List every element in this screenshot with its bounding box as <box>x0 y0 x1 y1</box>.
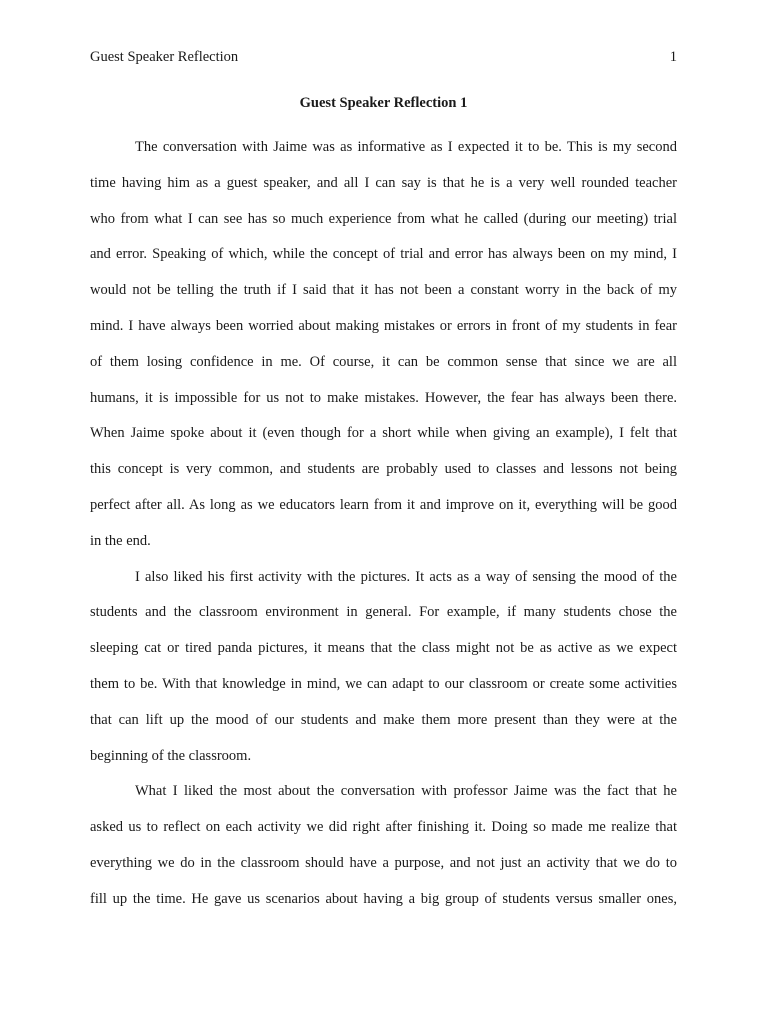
document-title: Guest Speaker Reflection 1 <box>299 95 468 111</box>
paragraph-line: that can lift up the mood of our students and make them more present than they were at the <box>90 711 677 728</box>
page-number: 1 <box>669 49 677 65</box>
paragraph-line: beginning of the classroom. <box>90 747 252 764</box>
paragraph-line: everything we do in the classroom should have a purpose, and not just an activity that we do to <box>90 854 677 871</box>
paragraph-line: I also liked his first activity with the pictures. It acts as a way of sensing the mood of the <box>135 568 677 585</box>
paragraph-line: this concept is very common, and students are probably used to classes and lessons not being <box>90 461 677 478</box>
paragraph-line: time having him as a guest speaker, and all I can say is that he is a very well rounded teacher <box>90 174 677 191</box>
document-body <box>90 130 677 918</box>
running-header <box>90 47 677 67</box>
paragraph-line: in the end. <box>90 532 151 549</box>
paragraph-line: The conversation with Jaime was as informative as I expected it to be. This is my second <box>135 139 677 155</box>
paragraph-line: and error. Speaking of which, while the concept of trial and error has always been on my mind, I <box>90 246 677 263</box>
paragraph-line: perfect after all. As long as we educators learn from it and improve on it, everything will be good <box>90 496 677 513</box>
paragraph-line: of them losing confidence in me. Of course, it can be common sense that since we are all <box>90 353 677 370</box>
paragraph-line: fill up the time. He gave us scenarios about having a big group of students versus smaller ones, <box>90 890 677 907</box>
paragraph <box>90 130 677 560</box>
running-header-title: Guest Speaker Reflection <box>90 49 239 65</box>
paragraph-line: them to be. With that knowledge in mind, we can adapt to our classroom or create some activities <box>90 675 677 692</box>
paragraph-line: sleeping cat or tired panda pictures, it means that the class might not be as active as we expect <box>90 640 677 657</box>
paragraph-line: mind. I have always been worried about making mistakes or errors in front of my students in fear <box>90 317 677 334</box>
paragraph-line: When Jaime spoke about it (even though for a short while when giving an example), I felt that <box>90 425 677 442</box>
paragraph-line: What I liked the most about the conversation with professor Jaime was the fact that he <box>135 783 677 800</box>
paragraph <box>90 774 677 917</box>
paragraph-line: humans, it is impossible for us not to make mistakes. However, the fear has always been there. <box>90 389 677 406</box>
paragraph-line: asked us to reflect on each activity we did right after finishing it. Doing so made me realize that <box>90 819 677 836</box>
paragraph <box>90 560 677 775</box>
paragraph-line: who from what I can see has so much experience from what he called (during our meeting) trial <box>90 210 677 227</box>
paragraph-line: students and the classroom environment in general. For example, if many students chose the <box>90 604 677 621</box>
paragraph-line: would not be telling the truth if I said that it has not been a constant worry in the back of my <box>90 282 677 299</box>
